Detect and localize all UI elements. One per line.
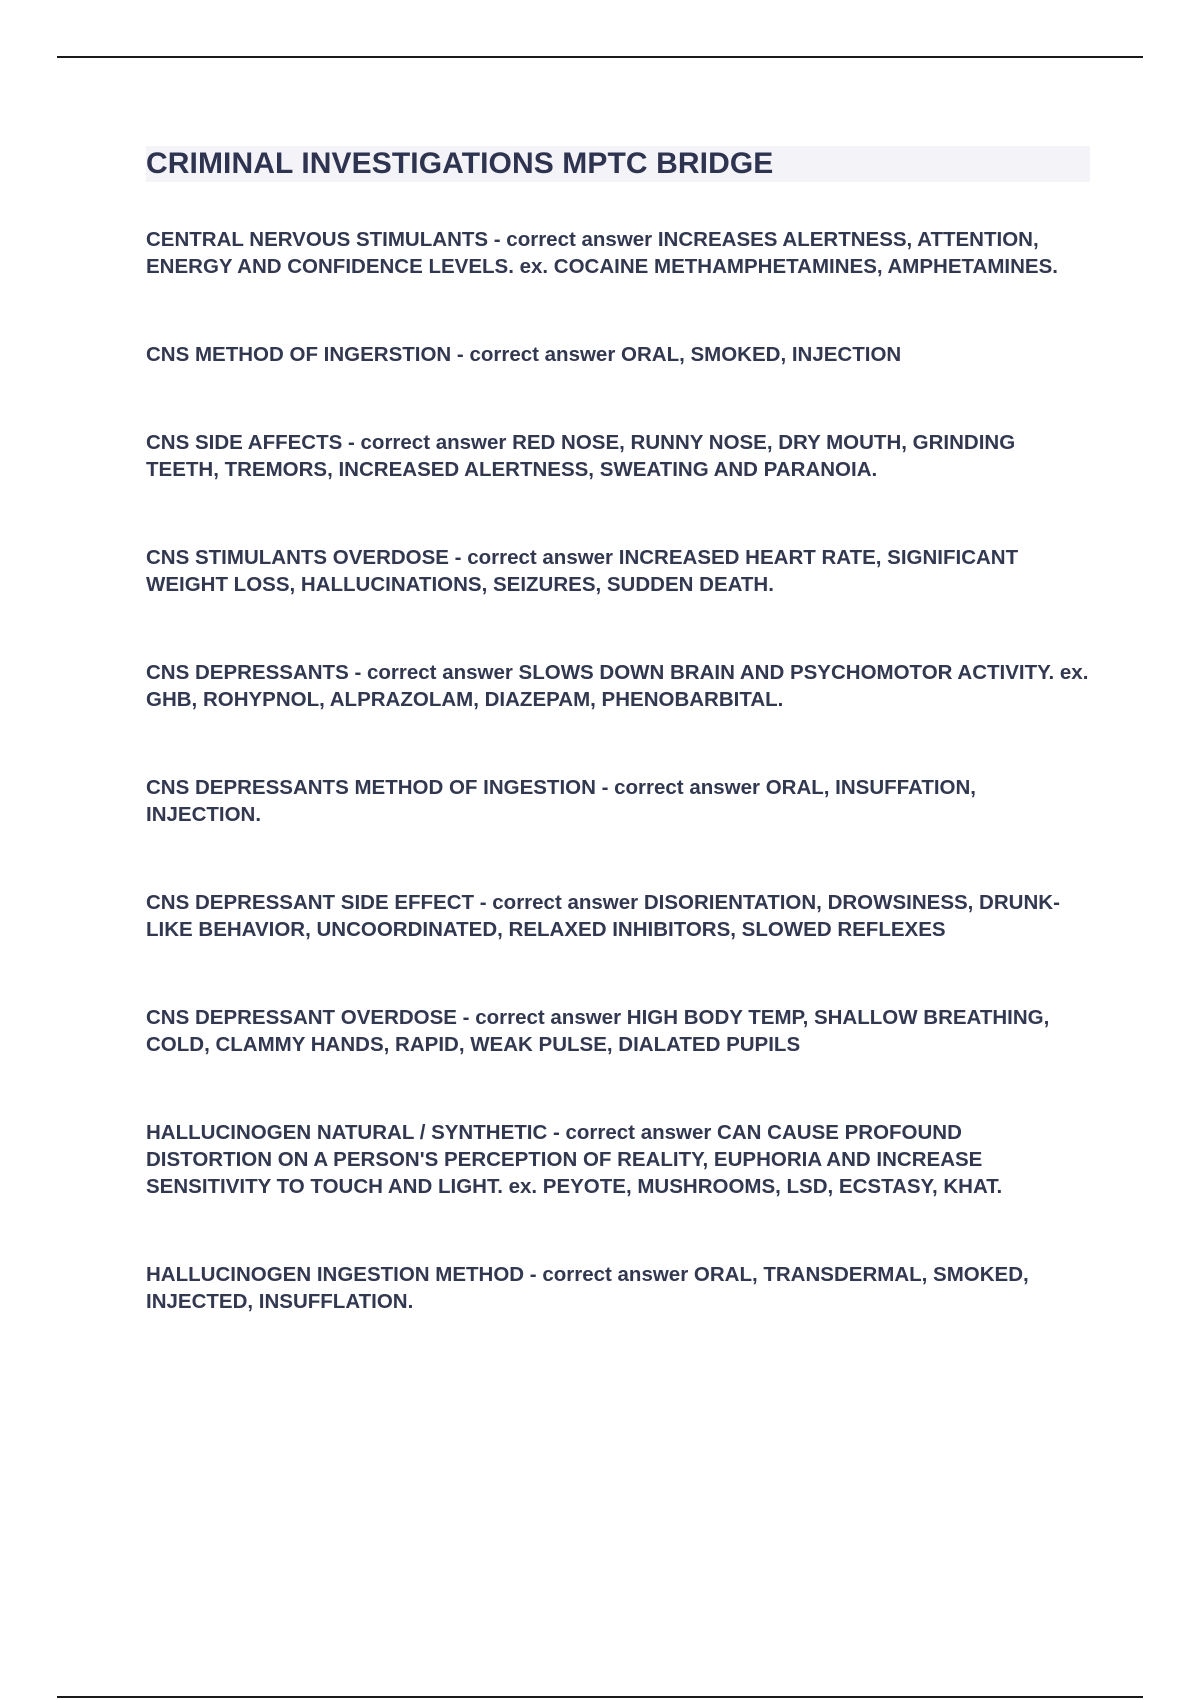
document-title: CRIMINAL INVESTIGATIONS MPTC BRIDGE	[146, 146, 1090, 182]
flashcard-answer: INCREASES ALERTNESS, ATTENTION, ENERGY AND CONFIDENCE LEVELS. ex. COCAINE METHAMPHETAMINES, AMPHETAMINES.	[146, 228, 1058, 278]
answer-label: correct answer	[542, 1263, 689, 1286]
answer-label: correct answer	[565, 1121, 712, 1144]
answer-label: correct answer	[614, 776, 760, 799]
flashcard	[146, 659, 1090, 713]
flashcard-term: CENTRAL NERVOUS STIMULANTS	[146, 228, 489, 251]
flashcard-term: CNS STIMULANTS OVERDOSE	[146, 546, 449, 569]
flashcard-separator: -	[456, 1006, 476, 1029]
flashcard-answer: ORAL, INSUFFATION, INJECTION.	[146, 776, 976, 826]
flashcard-separator: -	[524, 1263, 543, 1286]
answer-label: correct answer	[360, 431, 507, 454]
answer-label: correct answer	[366, 661, 513, 684]
flashcard-answer: CAN CAUSE PROFOUND DISTORTION ON A PERSON'S PERCEPTION OF REALITY, EUPHORIA AND INCREASE SENSITIVITY TO TOUCH AND LIGHT. ex. PEYOTE, MUSHROOMS, LSD, ECSTASY, KHAT.	[146, 1121, 1003, 1198]
flashcard-separator: -	[474, 891, 493, 914]
flashcard	[146, 1261, 1090, 1315]
flashcard-term: HALLUCINOGEN INGESTION METHOD	[146, 1263, 525, 1286]
flashcard	[146, 341, 1090, 368]
flashcard-separator: -	[342, 431, 361, 454]
flashcard-term: CNS METHOD OF INGERSTION	[146, 343, 452, 366]
flashcard	[146, 889, 1090, 943]
flashcard	[146, 774, 1090, 828]
flashcard	[146, 1119, 1090, 1200]
flashcard-separator: -	[547, 1121, 566, 1144]
flashcard-term: CNS DEPRESSANT OVERDOSE	[146, 1006, 457, 1029]
answer-label: correct answer	[469, 343, 616, 366]
flashcard-term: CNS SIDE AFFECTS	[146, 431, 343, 454]
flashcard-term: HALLUCINOGEN NATURAL / SYNTHETIC	[146, 1121, 548, 1144]
flashcard-term: CNS DEPRESSANTS METHOD OF INGESTION	[146, 776, 596, 799]
answer-label: correct answer	[475, 1006, 622, 1029]
flashcard-answer: INCREASED HEART RATE, SIGNIFICANT WEIGHT LOSS, HALLUCINATIONS, SEIZURES, SUDDEN DEATH.	[146, 546, 1019, 596]
flashcard-separator: -	[348, 661, 367, 684]
flashcard-term: CNS DEPRESSANT SIDE EFFECT	[146, 891, 475, 914]
flashcard-separator: -	[595, 776, 615, 799]
flashcard-separator: -	[451, 343, 470, 366]
flashcard	[146, 544, 1090, 598]
flashcard-answer: ORAL, SMOKED, INJECTION	[621, 343, 902, 366]
flashcard-answer: RED NOSE, RUNNY NOSE, DRY MOUTH, GRINDING TEETH, TREMORS, INCREASED ALERTNESS, SWEATING AND PARANOIA.	[146, 431, 1016, 481]
flashcard-answer: ORAL, TRANSDERMAL, SMOKED, INJECTED, INSUFFLATION.	[146, 1263, 1029, 1313]
page-top-rule	[57, 56, 1143, 58]
flashcard	[146, 429, 1090, 483]
flashcard-term: CNS DEPRESSANTS	[146, 661, 349, 684]
answer-label: correct answer	[492, 891, 639, 914]
flashcard-separator: -	[488, 228, 507, 251]
flashcard	[146, 1004, 1090, 1058]
document-body	[146, 146, 1090, 1376]
flashcard-answer: HIGH BODY TEMP, SHALLOW BREATHING, COLD, CLAMMY HANDS, RAPID, WEAK PULSE, DIALATED PUPILS	[146, 1006, 1050, 1056]
answer-label: correct answer	[467, 546, 614, 569]
page-bottom-rule	[57, 1696, 1143, 1698]
flashcard-answer: SLOWS DOWN BRAIN AND PSYCHOMOTOR ACTIVITY. ex. GHB, ROHYPNOL, ALPRAZOLAM, DIAZEPAM, PHENOBARBITAL.	[146, 661, 1089, 711]
flashcard-separator: -	[448, 546, 468, 569]
answer-label: correct answer	[506, 228, 653, 251]
flashcard-answer: DISORIENTATION, DROWSINESS, DRUNK-LIKE BEHAVIOR, UNCOORDINATED, RELAXED INHIBITORS, SLOWED REFLEXES	[146, 891, 1060, 941]
flashcard	[146, 226, 1090, 280]
